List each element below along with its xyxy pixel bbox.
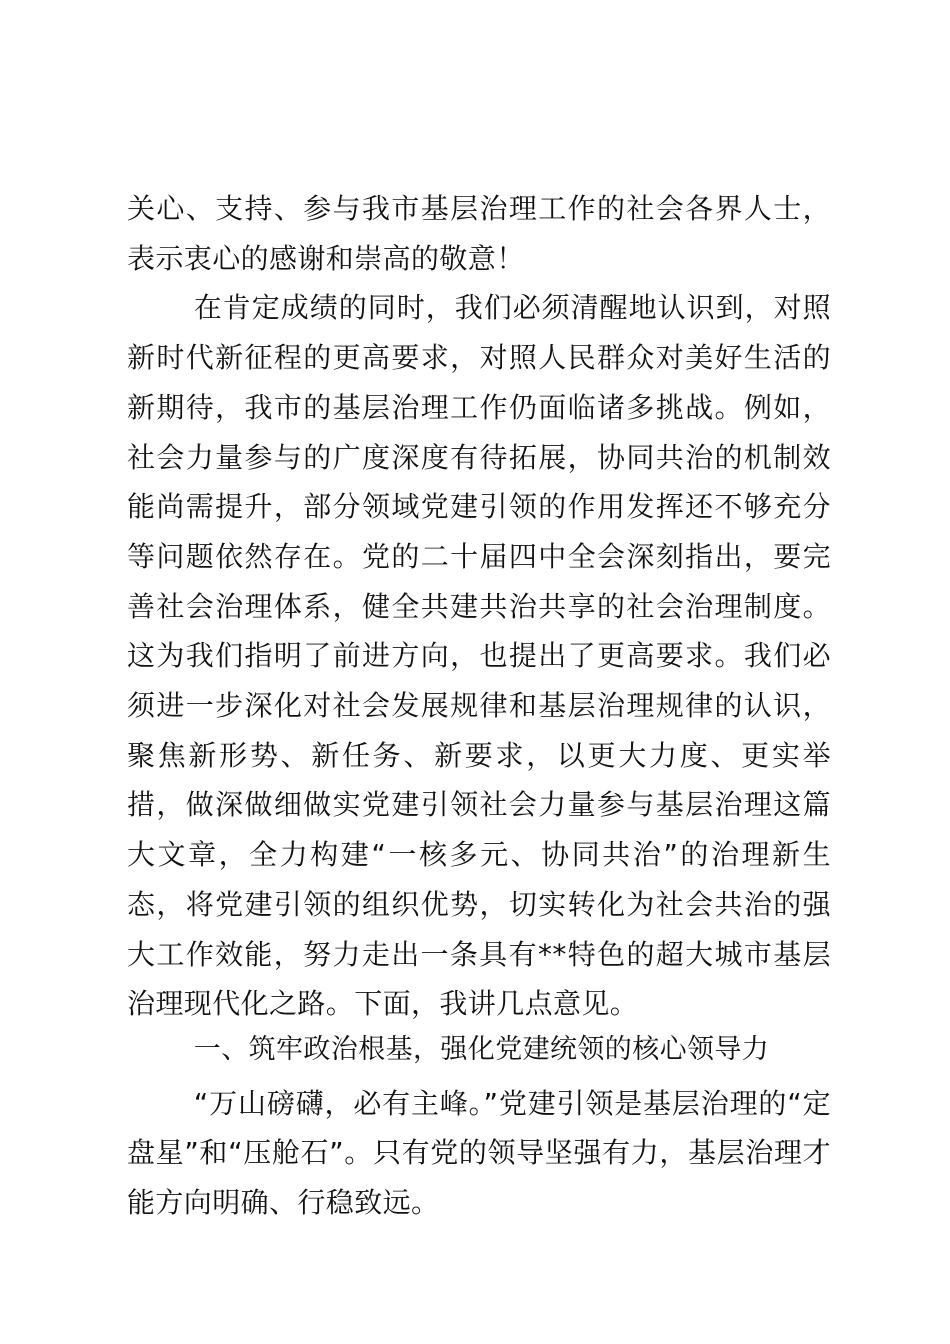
section-heading-1: 一、筑牢政治根基，强化党建统领的核心领导力 <box>193 1033 770 1065</box>
paragraph-section-1-intro: “万山磅礴，必有主峰。”党建引领是基层治理的“定盘星”和“压舱石”。只有党的领导坚强有力，基层治理才能方向明确、行稳致远。 <box>127 1086 831 1220</box>
paragraph-challenges: 在肯定成绩的同时，我们必须清醒地认识到，对照新时代新征程的更高要求，对照人民群众对美好生活的新期待，我市的基层治理工作仍面临诸多挑战。例如，社会力量参与的广度深度有待拓展，协同共治的机制效能尚需提升，部分领域党建引领的作用发挥还不够充分等问题依然存在。党的二十届四中全会深刻指出，要完善社会治理体系，健全共建共治共享的社会治理制度。这为我们指明了前进方向，也提出了更高要求。我们必须进一步深化对社会发展规律和基层治理规律的认识，聚焦新形势、新任务、新要求，以更大力度、更实举措，做深做细做实党建引领社会力量参与基层治理这篇大文章，全力构建“一核多元、协同共治”的治理新生态，将党建引领的组织优势，切实转化为社会共治的强大工作效能，努力走出一条具有**特色的超大城市基层治理现代化之路。下面，我讲几点意见。 <box>127 291 831 1021</box>
document-page <box>127 184 831 1228</box>
paragraph-closing-thanks: 关心、支持、参与我市基层治理工作的社会各界人士，表示衷心的感谢和崇高的敬意！ <box>127 192 831 275</box>
